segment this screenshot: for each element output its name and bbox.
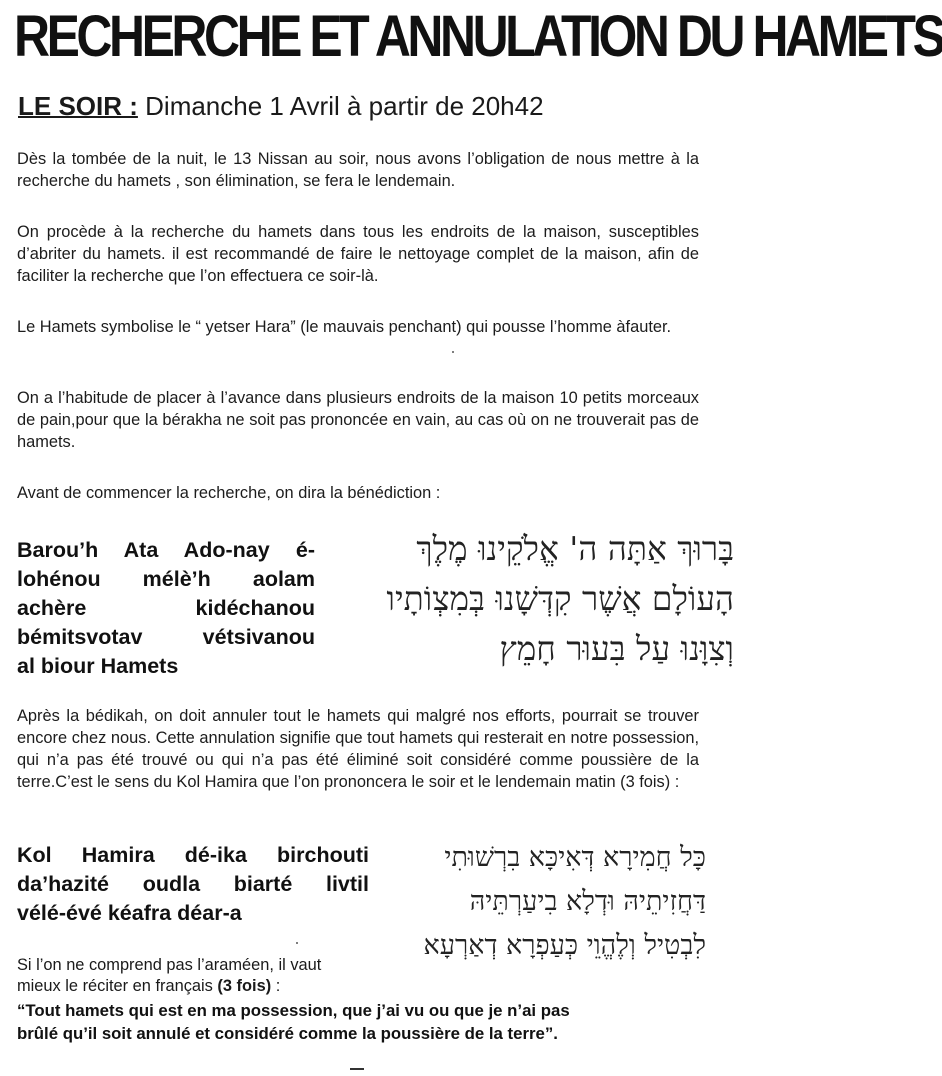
kol-hamira-hebrew-line: כָּל חֲמִירָא דְּאִיכָּא בִרְשׁוּתִי [444, 842, 706, 873]
kol-hamira-transliteration-main: Kol Hamira dé-ika birchouti da’hazité oudla biarté livtil [17, 843, 369, 896]
paragraph-symbol: Le Hamets symbolise le “ yetser Hara” (le mauvais penchant) qui pousse l’homme àfauter. [17, 318, 672, 336]
aramaic-note-text: mieux le réciter en français [17, 977, 218, 995]
blessing-hebrew-line: הָעוֹלָם אֲשֶׁר קִדְּשָׁנוּ בְּמִצְוֹתָיו [386, 579, 734, 618]
blessing-transliteration [17, 536, 315, 681]
kol-hamira-hebrew [346, 836, 706, 968]
aramaic-note-line [17, 976, 377, 997]
blessing-hebrew-line: בָּרוּךְ אַתָּה ה' אֱלֹקֵינוּ מֶלֶךְ [416, 529, 734, 568]
evening-date: Dimanche 1 Avril à partir de 20h42 [145, 91, 544, 121]
kol-hamira-transliteration [17, 841, 369, 928]
kol-hamira-hebrew-line: לִבְטִיל וְלֶהֱוֵי כְּעַפְרָא דְאַרְעָא [423, 930, 706, 961]
paragraph-search: On procède à la recherche du hamets dans tous les endroits de la maison, susceptibles d’abriter du hamets. il est recommandé de faire le nettoyage complet de la maison, afin de faciliter la recherche que l’on effectuera ce soir-là. [17, 223, 699, 285]
paragraph-intro: Dès la tombée de la nuit, le 13 Nissan au soir, nous avons l’obligation de nous mettre à la recherche du hamets , son élimination, se fera le lendemain. [17, 150, 699, 190]
aramaic-note-count: (3 fois) [217, 977, 272, 995]
aramaic-note [17, 955, 377, 997]
kol-hamira-transliteration-last: vélé-évé kéafra déar-a [17, 901, 242, 925]
blessing-hebrew-line: וְצִוָּנוּ עַל בִּעוּר חָמֵץ [499, 629, 734, 668]
evening-label: LE SOIR : [18, 91, 138, 121]
blessing-hebrew [344, 524, 734, 674]
french-quote [17, 999, 707, 1045]
page-mark [350, 1068, 364, 1070]
paragraph-annulation: Après la bédikah, on doit annuler tout le hamets qui malgré nos efforts, pourrait se trouver encore chez nous. Cette annulation signifie que tout hamets qui resterait en notre possession, qui n’a pas été trouvé ou qui n’a pas été éliminé soit considéré comme poussière de la terre.C’est le sens du Kol Hamira que l’on prononcera le soir et le lendemain matin (3 fois) : [17, 707, 699, 791]
scan-speck [452, 351, 454, 353]
paragraph-before-blessing: Avant de commencer la recherche, on dira la bénédiction : [17, 484, 441, 502]
aramaic-note-line: Si l’on ne comprend pas l’araméen, il vaut [17, 956, 322, 974]
page-title: RECHERCHE ET ANNULATION DU HAMETS [14, 4, 942, 69]
paragraph-bread-pieces: On a l’habitude de placer à l’avance dans plusieurs endroits de la maison 10 petits morceaux de pain,pour que la bérakha ne soit pas prononcée en vain, au cas où on ne trouverait pas de hamets. [17, 389, 699, 451]
scan-speck [296, 942, 298, 944]
evening-heading [18, 90, 544, 122]
blessing-transliteration-last: al biour Hamets [17, 654, 179, 678]
kol-hamira-hebrew-line: דַּחֲזִיתֵיהּ וּדְלָא בִיעַרְתֵּיהּ [469, 886, 706, 917]
aramaic-note-colon: : [271, 977, 281, 995]
french-quote-line: brûlé qu’il soit annulé et considéré comme la poussière de la terre”. [17, 1024, 558, 1043]
blessing-transliteration-main: Barou’h Ata Ado-nay é-lohénou mélè’h aolam achère kidéchanou bémitsvotav vétsivanou [17, 538, 315, 649]
french-quote-line: “Tout hamets qui est en ma possession, que j’ai vu ou que je n’ai pas [17, 1001, 570, 1020]
